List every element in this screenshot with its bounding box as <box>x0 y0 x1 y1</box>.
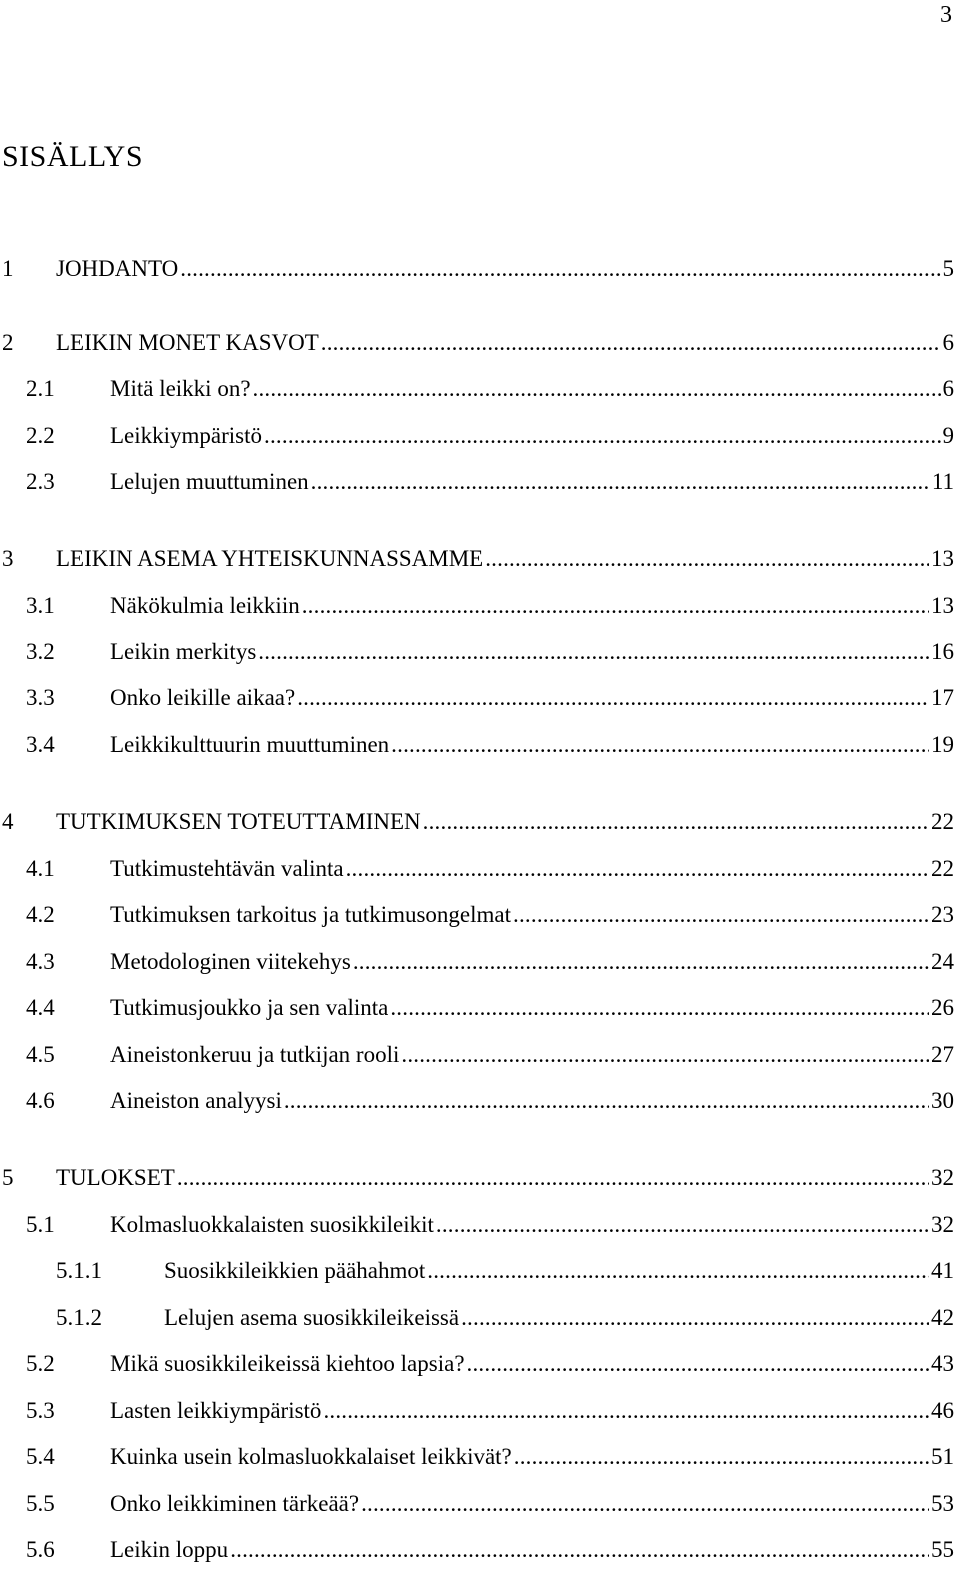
toc-entry-number: 5.4 <box>26 1444 55 1469</box>
toc-leader-dots <box>436 1210 929 1240</box>
toc-entry-page: 51 <box>931 1444 954 1469</box>
toc-entry[interactable] <box>0 1489 954 1519</box>
toc-entry-page: 11 <box>931 469 954 494</box>
toc-entry-page: 22 <box>931 809 954 834</box>
toc-entry-label: TUTKIMUKSEN TOTEUTTAMINEN <box>56 809 421 834</box>
toc-entry-page: 13 <box>931 546 954 571</box>
toc-entry-number: 4.2 <box>26 902 55 927</box>
toc-entry-number: 4.6 <box>26 1088 55 1113</box>
toc-entry-number: 4.1 <box>26 856 55 881</box>
toc-entry-page: 22 <box>931 856 954 881</box>
toc-leader-dots <box>390 993 929 1023</box>
toc-entry[interactable] <box>0 1163 954 1193</box>
toc-entry[interactable] <box>0 1396 954 1426</box>
toc-entry-label: Suosikkileikkien päähahmot <box>164 1258 426 1283</box>
toc-entry-number: 1 <box>2 256 14 281</box>
toc-entry-page: 32 <box>931 1212 954 1237</box>
toc-entry-page: 55 <box>931 1537 954 1562</box>
toc-entry[interactable] <box>0 947 954 977</box>
toc-entry-page: 46 <box>931 1398 954 1423</box>
toc-entry[interactable] <box>0 254 954 284</box>
toc-leader-dots <box>264 421 940 451</box>
toc-entry-label: TULOKSET <box>56 1165 175 1190</box>
toc-entry-number: 3.4 <box>26 732 55 757</box>
toc-entry-number: 5.1.2 <box>56 1305 102 1330</box>
toc-entry-label: Kuinka usein kolmasluokkalaiset leikkivät? <box>110 1444 512 1469</box>
toc-entry-label: Leikin loppu <box>110 1537 229 1562</box>
toc-entry-number: 3 <box>2 546 14 571</box>
toc-entry-label: Lasten leikkiympäristö <box>110 1398 322 1423</box>
toc-entry-label: Mitä leikki on? <box>110 376 251 401</box>
toc-entry-number: 5.2 <box>26 1351 55 1376</box>
toc-entry-page: 32 <box>931 1165 954 1190</box>
toc-leader-dots <box>177 1163 929 1193</box>
toc-entry-number: 5.6 <box>26 1537 55 1562</box>
toc-entry[interactable] <box>0 421 954 451</box>
toc-entry-label: Onko leikille aikaa? <box>110 685 296 710</box>
toc-entry-label: Tutkimusjoukko ja sen valinta <box>110 995 389 1020</box>
toc-entry-label: Aineiston analyysi <box>110 1088 282 1113</box>
toc-entry-number: 3.1 <box>26 593 55 618</box>
toc-entry-number: 3.3 <box>26 685 55 710</box>
toc-entry-label: Lelujen asema suosikkileikeissä <box>164 1305 460 1330</box>
toc-leader-dots <box>485 544 929 574</box>
toc-leader-dots <box>423 807 929 837</box>
toc-entry-label: LEIKIN MONET KASVOT <box>56 330 319 355</box>
toc-entry-label: Metodologinen viitekehys <box>110 949 351 974</box>
toc-leader-dots <box>461 1303 929 1333</box>
toc-leader-dots <box>353 947 929 977</box>
toc-leader-dots <box>401 1040 929 1070</box>
toc-entry-page: 5 <box>942 256 954 281</box>
toc-leader-dots <box>297 683 929 713</box>
toc-entry-number: 5 <box>2 1165 14 1190</box>
toc-entry[interactable] <box>0 544 954 574</box>
toc-leader-dots <box>284 1086 929 1116</box>
toc-leader-dots <box>514 1442 929 1472</box>
toc-entry-page: 23 <box>931 902 954 927</box>
toc-entry-label: Leikkikulttuurin muuttuminen <box>110 732 390 757</box>
toc-leader-dots <box>467 1349 929 1379</box>
toc-leader-dots <box>361 1489 929 1519</box>
toc-entry[interactable] <box>0 328 954 358</box>
toc-entry[interactable] <box>0 1349 954 1379</box>
toc-leader-dots <box>230 1535 929 1565</box>
toc-entry-page: 30 <box>931 1088 954 1113</box>
toc-entry-label: Aineistonkeruu ja tutkijan rooli <box>110 1042 400 1067</box>
toc-entry-label: Tutkimustehtävän valinta <box>110 856 344 881</box>
toc-entry[interactable] <box>0 993 954 1023</box>
toc-leader-dots <box>427 1256 929 1286</box>
toc-entry-label: Näkökulmia leikkiin <box>110 593 300 618</box>
toc-leader-dots <box>321 328 941 358</box>
toc-leader-dots <box>180 254 940 284</box>
toc-entry-label: Leikin merkitys <box>110 639 257 664</box>
toc-leader-dots <box>311 467 930 497</box>
toc-entry-number: 4.4 <box>26 995 55 1020</box>
toc-entry-page: 17 <box>931 685 954 710</box>
toc-entry-number: 4.5 <box>26 1042 55 1067</box>
toc-entry-label: Mikä suosikkileikeissä kiehtoo lapsia? <box>110 1351 465 1376</box>
toc-entry-page: 6 <box>942 330 954 355</box>
toc-entry-page: 42 <box>931 1305 954 1330</box>
toc-leader-dots <box>253 374 941 404</box>
toc-entry[interactable] <box>0 591 954 621</box>
page-number: 3 <box>940 2 952 28</box>
toc-leader-dots <box>258 637 929 667</box>
toc-entry[interactable] <box>0 683 954 713</box>
toc-entry-number: 4.3 <box>26 949 55 974</box>
toc-entry[interactable] <box>0 1535 954 1565</box>
toc-entry-page: 16 <box>931 639 954 664</box>
toc-entry-page: 27 <box>931 1042 954 1067</box>
toc-entry-page: 24 <box>931 949 954 974</box>
toc-entry[interactable] <box>0 854 954 884</box>
toc-entry-label: JOHDANTO <box>56 256 179 281</box>
toc-entry-label: Kolmasluokkalaisten suosikkileikit <box>110 1212 434 1237</box>
toc-entry[interactable] <box>0 1086 954 1116</box>
toc-title: SISÄLLYS <box>2 140 144 173</box>
toc-entry-number: 5.1.1 <box>56 1258 102 1283</box>
toc-entry-label: Lelujen muuttuminen <box>110 469 309 494</box>
toc-leader-dots <box>391 730 929 760</box>
toc-entry[interactable] <box>0 1442 954 1472</box>
toc-leader-dots <box>346 854 929 884</box>
toc-entry-number: 4 <box>2 809 14 834</box>
toc-entry-number: 2.3 <box>26 469 55 494</box>
toc-entry-label: Tutkimuksen tarkoitus ja tutkimusongelmat <box>110 902 512 927</box>
toc-entry[interactable] <box>0 1303 954 1333</box>
toc-leader-dots <box>302 591 929 621</box>
toc-entry[interactable] <box>0 900 954 930</box>
toc-entry-label: Leikkiympäristö <box>110 423 263 448</box>
toc-entry-page: 13 <box>931 593 954 618</box>
toc-entry[interactable] <box>0 637 954 667</box>
toc-entry-number: 5.1 <box>26 1212 55 1237</box>
toc-entry-page: 26 <box>931 995 954 1020</box>
toc-entry-page: 53 <box>931 1491 954 1516</box>
toc-entry[interactable] <box>0 1210 954 1240</box>
toc-entry-page: 19 <box>931 732 954 757</box>
toc-entry-number: 5.3 <box>26 1398 55 1423</box>
toc-entry-page: 9 <box>942 423 954 448</box>
toc-entry[interactable] <box>0 467 954 497</box>
toc-entry[interactable] <box>0 807 954 837</box>
toc-entry-number: 2.1 <box>26 376 55 401</box>
toc-entry[interactable] <box>0 1040 954 1070</box>
toc-entry-label: Onko leikkiminen tärkeää? <box>110 1491 360 1516</box>
toc-entry[interactable] <box>0 374 954 404</box>
toc-leader-dots <box>513 900 929 930</box>
toc-leader-dots <box>323 1396 929 1426</box>
toc-entry-number: 5.5 <box>26 1491 55 1516</box>
toc-entry-page: 6 <box>942 376 954 401</box>
toc-entry-label: LEIKIN ASEMA YHTEISKUNNASSAMME <box>56 546 484 571</box>
toc-entry-number: 2.2 <box>26 423 55 448</box>
toc-entry-page: 41 <box>931 1258 954 1283</box>
toc-entry[interactable] <box>0 730 954 760</box>
toc-entry-number: 2 <box>2 330 14 355</box>
toc-entry[interactable] <box>0 1256 954 1286</box>
toc-entry-number: 3.2 <box>26 639 55 664</box>
toc-entry-page: 43 <box>931 1351 954 1376</box>
